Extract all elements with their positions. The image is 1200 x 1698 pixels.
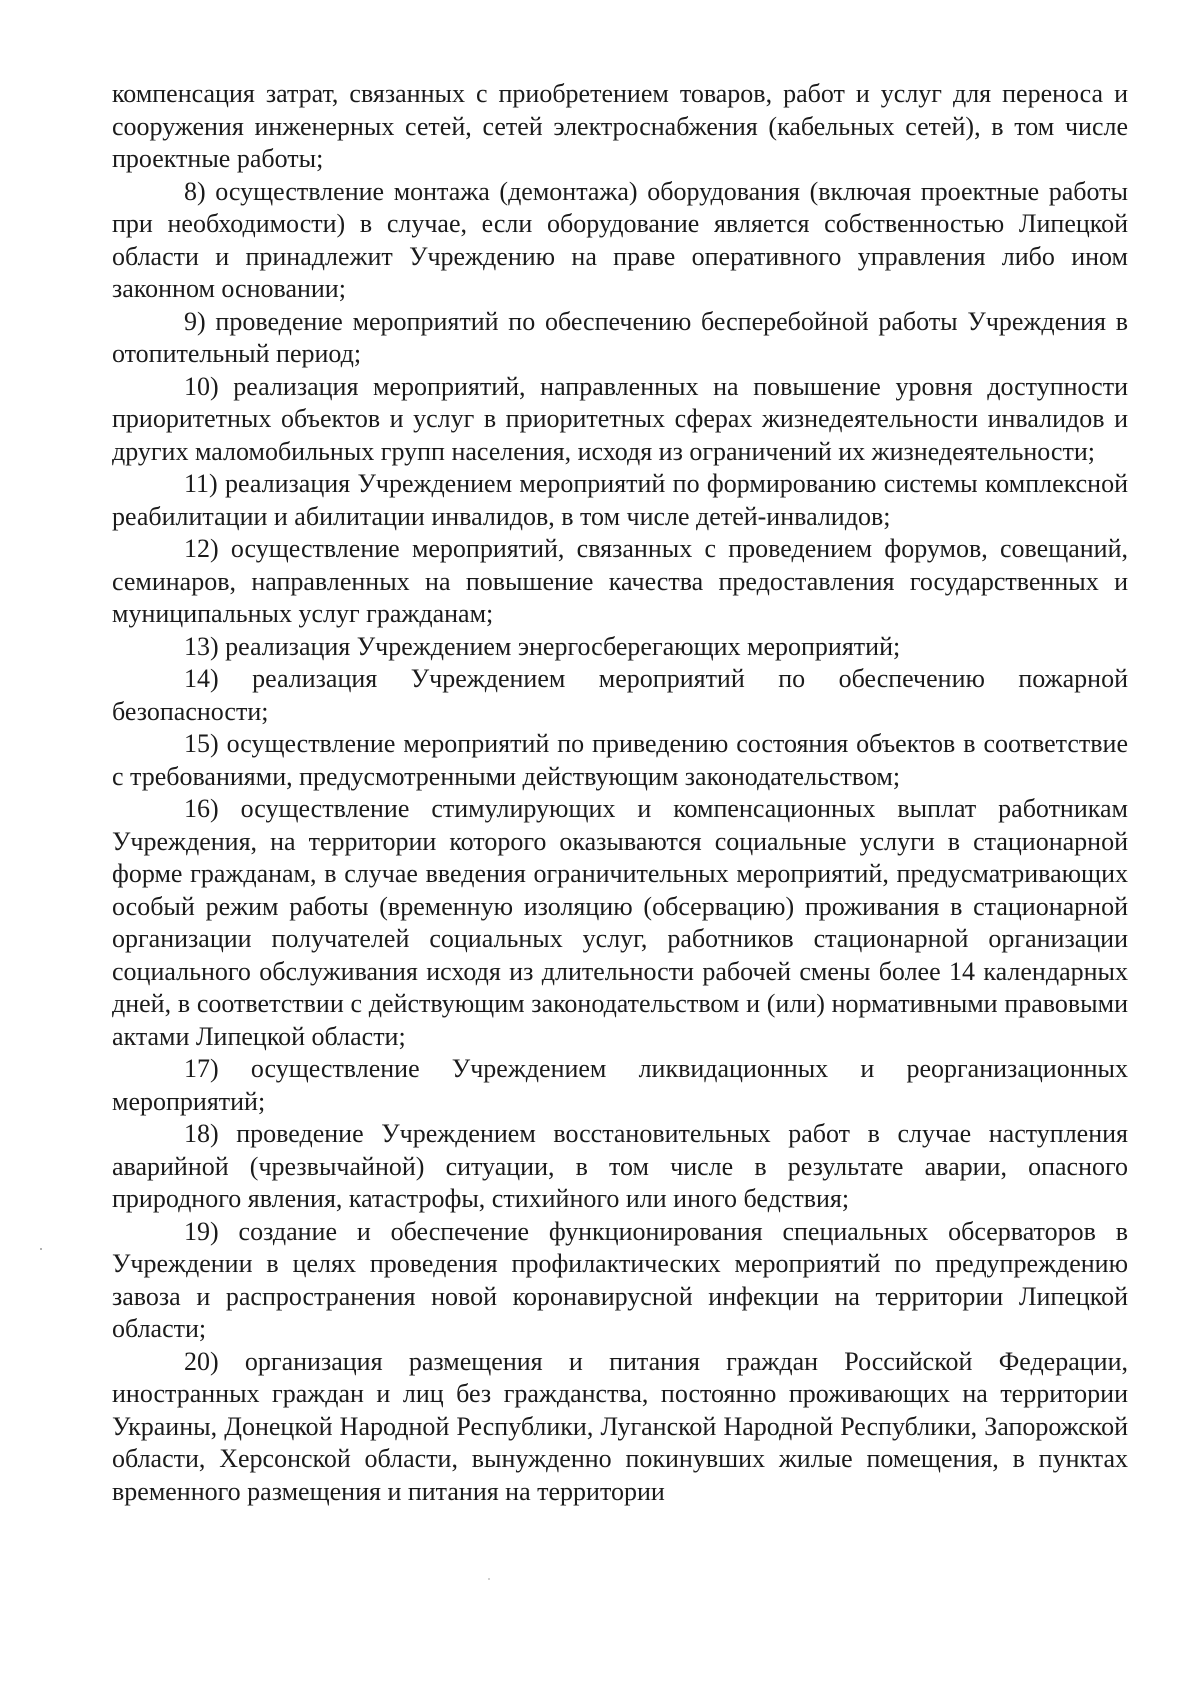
list-item-13: 13) реализация Учреждением энергосберегающих мероприятий; xyxy=(184,631,901,661)
scan-speck xyxy=(488,1578,490,1580)
document-body xyxy=(112,78,1128,1508)
list-item-19: 19) создание и обеспечение функционирования специальных обсерваторов в Учреждении в целях проведения профилактических мероприятий по предупреждению завоза и распространения новой коронавирусной инфекции на территории Липецкой области; xyxy=(112,1216,1128,1343)
list-item-12: 12) осуществление мероприятий, связанных с проведением форумов, совещаний, семинаров, направленных на повышение качества предоставления государственных и муниципальных услуг гражданам; xyxy=(112,534,1128,628)
list-item-10: 10) реализация мероприятий, направленных на повышение уровня доступности приоритетных объектов и услуг в приоритетных сферах жизнедеятельности инвалидов и других маломобильных групп населения, исходя из ограничений их жизнедеятельности; xyxy=(112,371,1128,466)
list-item-16: 16) осуществление стимулирующих и компенсационных выплат работникам Учреждения, на территории которого оказываются социальные услуги в стационарной форме гражданам, в случае введения ограничительных мероприятий, предусматривающих особый режим работы (временную изоляцию (обсервацию) проживания в стационарной организации получателей социальных услуг, работников стационарной организации социального обслуживания исходя из длительности рабочей смены более 14 календарных дней, в соответствии с действующим законодательством и (или) нормативными правовыми актами Липецкой области; xyxy=(112,794,1128,1051)
list-item-14: 14) реализация Учреждением мероприятий по обеспечению пожарной безопасности; xyxy=(112,664,1128,726)
scan-speck xyxy=(40,1248,42,1250)
list-item-20: 20) организация размещения и питания граждан Российской Федерации, иностранных граждан и лиц без гражданства, постоянно проживающих на территории Украины, Донецкой Народной Республики, Луганской Народной Республики, Запорожской области, Херсонской области, вынужденно покинувших жилые помещения, в пунктах временного размещения и питания на территории xyxy=(112,1346,1128,1506)
list-item-11: 11) реализация Учреждением мероприятий по формированию системы комплексной реабилитации и абилитации инвалидов, в том числе детей-инвалидов; xyxy=(112,469,1128,531)
paragraph-continuation: компенсация затрат, связанных с приобретением товаров, работ и услуг для переноса и сооружения инженерных сетей, сетей электроснабжения (кабельных сетей), в том числе проектные работы; xyxy=(112,79,1128,173)
list-item-18: 18) проведение Учреждением восстановительных работ в случае наступления аварийной (чрезвычайной) ситуации, в том числе в результате аварии, опасного природного явления, катастрофы, стихийного или иного бедствия; xyxy=(112,1119,1128,1213)
list-item-9: 9) проведение мероприятий по обеспечению бесперебойной работы Учреждения в отопительный период; xyxy=(112,306,1128,368)
list-item-15: 15) осуществление мероприятий по приведению состояния объектов в соответствие с требованиями, предусмотренными действующим законодательством; xyxy=(112,729,1128,791)
list-item-17: 17) осуществление Учреждением ликвидационных и реорганизационных мероприятий; xyxy=(112,1054,1128,1116)
list-item-8: 8) осуществление монтажа (демонтажа) оборудования (включая проектные работы при необходимости) в случае, если оборудование является собственностью Липецкой области и принадлежит Учреждению на праве оперативного управления либо ином законном основании; xyxy=(112,176,1128,303)
